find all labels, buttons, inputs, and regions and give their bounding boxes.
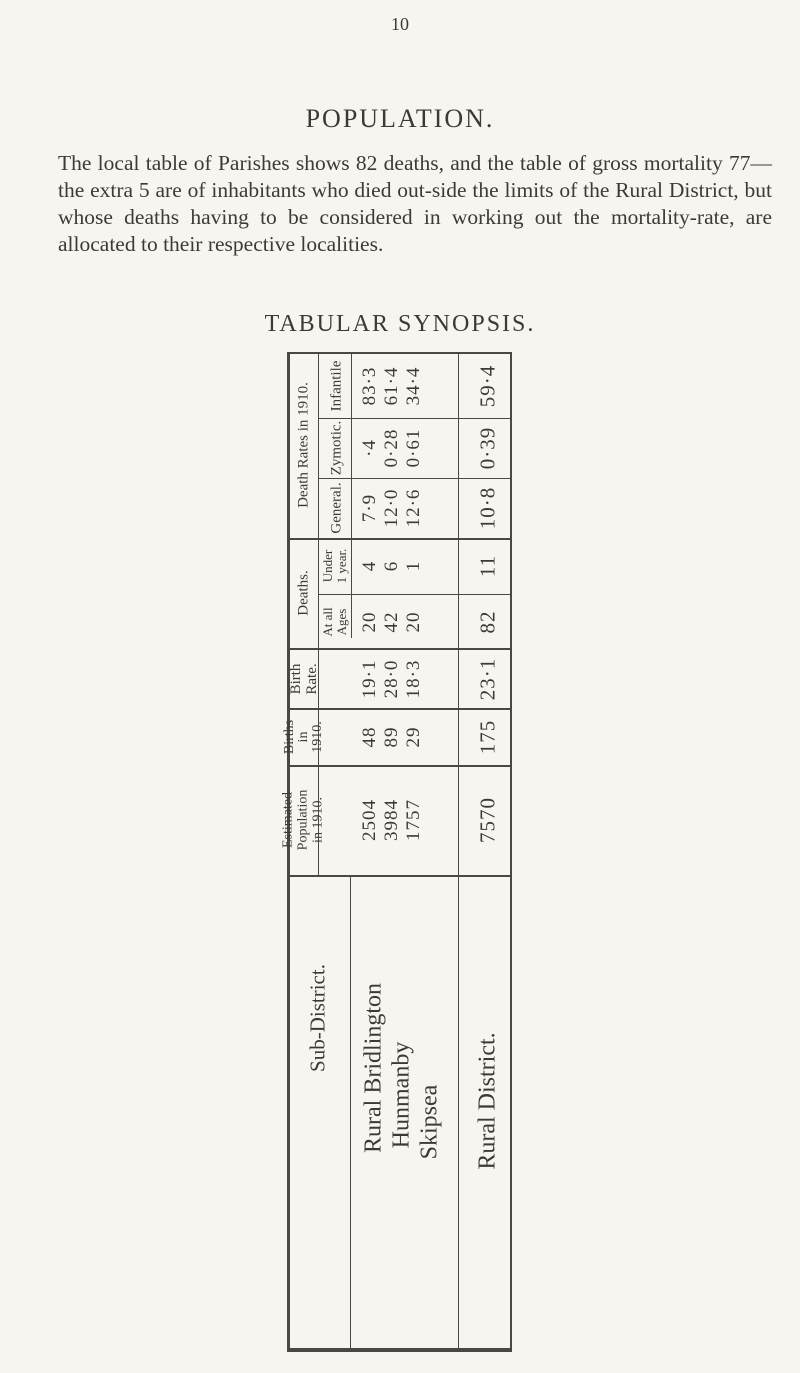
total-row-name: Rural District. <box>474 1032 501 1170</box>
deaths-all-ages-value: 20 <box>359 611 380 633</box>
all-ages-header-line2: Ages <box>334 608 349 636</box>
band-divider <box>287 648 512 650</box>
band-divider <box>287 875 512 877</box>
death-rates-group-header: Death Rates in 1910. <box>295 382 312 508</box>
page-number: 10 <box>391 14 409 34</box>
infantile-value: 83·3 <box>359 366 380 406</box>
general-value: 12·0 <box>381 488 402 528</box>
deaths-under-1-value: 1 <box>403 560 424 572</box>
population-total: 7570 <box>475 797 500 843</box>
under-1-year-header <box>321 549 349 584</box>
population-header-line1: Estimated <box>280 792 296 849</box>
births-value: 89 <box>381 726 402 748</box>
birth-rate-header-line2: Rate. <box>304 663 320 695</box>
population-header-line3: in 1910. <box>310 797 326 843</box>
all-ages-header <box>321 607 349 636</box>
column-divider <box>458 877 459 1350</box>
zymotic-header: Zymotic. <box>328 420 345 476</box>
population-value: 3984 <box>381 799 402 841</box>
general-value: 12·6 <box>403 488 424 528</box>
sub-district-header: Sub-District. <box>305 964 330 1072</box>
column-divider <box>318 354 319 538</box>
deaths-all-ages-value: 42 <box>381 611 402 633</box>
births-header-line2: in <box>296 731 311 743</box>
birth-rate-header-line1: Birth <box>288 663 304 695</box>
general-value: 7·9 <box>359 493 380 523</box>
births-value: 48 <box>359 726 380 748</box>
band-divider <box>287 708 512 710</box>
zymotic-value: 0·61 <box>403 428 424 468</box>
band-divider <box>287 538 512 540</box>
deaths-under-1-value: 6 <box>381 560 402 572</box>
page-heading: POPULATION. <box>305 104 495 133</box>
zymotic-value: ·4 <box>359 439 380 457</box>
under-1-year-header-line1: Under <box>320 549 335 583</box>
row-divider <box>319 478 511 479</box>
population-header <box>281 790 326 851</box>
population-value: 1757 <box>403 799 424 841</box>
births-total: 175 <box>475 719 500 755</box>
deaths-all-ages-total: 82 <box>475 610 500 634</box>
under-1-year-header-line2: 1 year. <box>334 548 349 584</box>
column-divider <box>350 877 351 1350</box>
births-header-line1: Births <box>282 719 297 755</box>
birth-rate-value: 28·0 <box>381 659 402 699</box>
births-header <box>283 720 325 754</box>
zymotic-total: 0·39 <box>475 426 500 470</box>
population-header-line2: Population <box>295 789 311 851</box>
general-header: General. <box>328 482 345 534</box>
column-divider <box>458 354 459 875</box>
intro-paragraph: The local table of Parishes shows 82 deaths, and the table of gross mortality 77—the extra 5 are of inhabitants who died out-side the limits of the Rural District, but whose deaths having to be considered in working out the mortality-rate, are allocated to their respective localities. <box>58 151 772 256</box>
deaths-all-ages-value: 20 <box>403 611 424 633</box>
deaths-under-1-value: 4 <box>359 560 380 572</box>
deaths-group-header: Deaths. <box>295 570 312 616</box>
births-value: 29 <box>403 726 424 748</box>
zymotic-value: 0·28 <box>381 428 402 468</box>
births-header-line3: 1910. <box>310 721 325 753</box>
infantile-total: 59·4 <box>475 364 500 408</box>
birth-rate-value: 18·3 <box>403 659 424 699</box>
row-divider <box>319 594 511 595</box>
birth-rate-header <box>288 663 320 694</box>
population-value: 2504 <box>359 799 380 841</box>
infantile-header: Infantile <box>328 360 345 412</box>
row-divider <box>319 418 511 419</box>
sub-district-name: Skipsea <box>416 1084 443 1160</box>
infantile-value: 34·4 <box>403 366 424 406</box>
column-divider <box>351 354 352 638</box>
birth-rate-value: 19·1 <box>359 659 380 699</box>
infantile-value: 61·4 <box>381 366 402 406</box>
band-divider <box>287 765 512 767</box>
sub-district-name: Rural Bridlington <box>360 983 387 1153</box>
sub-district-name: Hunmanby <box>388 1041 415 1149</box>
deaths-under-1-total: 11 <box>475 554 500 578</box>
table-title: TABULAR SYNOPSIS. <box>264 311 536 337</box>
general-total: 10·8 <box>475 486 500 530</box>
all-ages-header-line1: At all <box>320 607 335 637</box>
birth-rate-total: 23·1 <box>475 657 500 701</box>
